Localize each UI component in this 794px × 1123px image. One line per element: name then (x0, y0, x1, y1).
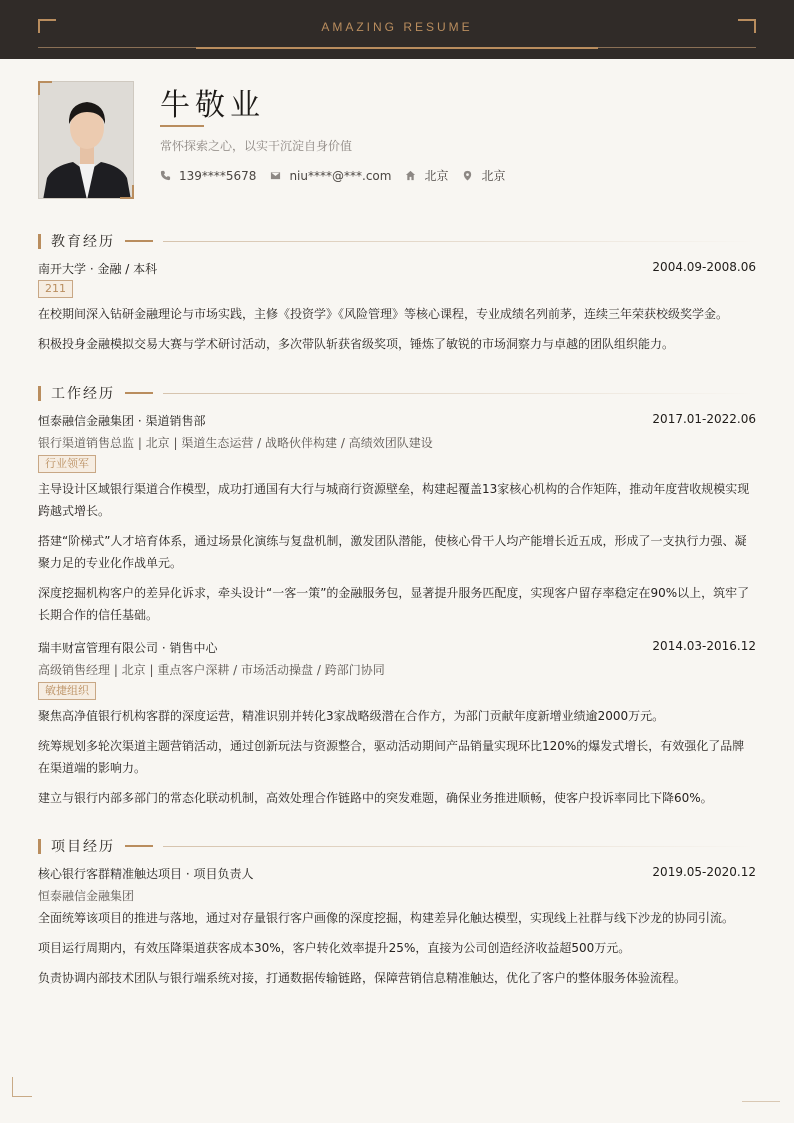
home-icon (405, 170, 416, 181)
location-text: 北京 (481, 169, 506, 183)
education-detail: 积极投身金融模拟交易大赛与学术研讨活动，多次带队斩获省级奖项，锤炼了敏锐的市场洞察力与卓越的团队组织能力。 (38, 337, 675, 351)
education-tag: 211 (38, 280, 73, 298)
project-name: 核心银行客群精准触达项目 · 项目负责人 (38, 867, 254, 881)
mail-icon (270, 170, 281, 181)
job-company: 瑞丰财富管理有限公司 · 销售中心 (38, 641, 218, 655)
job-period: 2017.01-2022.06 (652, 412, 756, 426)
phone-icon (160, 170, 171, 181)
project-entry-header (38, 865, 756, 882)
job-detail: 聚焦高净值银行机构客群的深度运营，精准识别并转化3家战略级潜在合作方，为部门贡献年度新增业绩逾2000万元。 (38, 709, 665, 723)
job-detail: 统筹规划多轮次渠道主题营销活动，通过创新玩法与资源整合，驱动活动期间产品销量实现环比120%的爆发式增长，有效强化了品牌在渠道端的影响力。 (38, 739, 745, 775)
project-detail: 负责协调内部技术团队与银行端系统对接，打通数据传输链路，保障营销信息精准触达，优化了客户的整体服务体验流程。 (38, 971, 687, 985)
candidate-name: 牛敬业 (160, 88, 265, 123)
section-projects-heading (38, 836, 756, 856)
job-entry-header (38, 639, 756, 656)
job-detail: 深度挖掘机构客户的差异化诉求，牵头设计“一客一策”的金融服务包，显著提升服务匹配度，实现客户留存率稳定在90%以上，筑牢了长期合作的信任基础。 (38, 586, 750, 622)
job-detail: 主导设计区域银行渠道合作模型，成功打通国有大行与城商行资源壁垒，构建起覆盖13家核心机构的合作矩阵，推动年度营收规模实现跨越式增长。 (38, 482, 750, 518)
job-tag: 敏捷组织 (38, 682, 96, 700)
hometown-text: 北京 (424, 169, 449, 183)
project-org: 恒泰融信金融集团 (38, 889, 135, 903)
header-bar (0, 0, 794, 59)
email-address: niu****@***.com (289, 168, 392, 183)
location-pin-icon (462, 170, 473, 181)
job-period: 2014.03-2016.12 (652, 639, 756, 653)
contact-hometown (405, 167, 448, 184)
contact-email (270, 169, 391, 183)
section-education-heading (38, 231, 756, 251)
job-entry-header (38, 412, 756, 429)
contact-row (160, 167, 519, 184)
job-role: 高级销售经理 | 北京 | 重点客户深耕 / 市场活动操盘 / 跨部门协同 (38, 663, 385, 677)
corner-ornament (12, 1077, 32, 1097)
job-role: 银行渠道销售总监 | 北京 | 渠道生态运营 / 战略伙伴构建 / 高绩效团队建设 (38, 436, 433, 450)
candidate-motto: 常怀探索之心，以实干沉淀自身价值 (160, 139, 353, 153)
section-title: 工作经历 (51, 386, 115, 402)
job-tag: 行业领军 (38, 455, 96, 473)
education-entry-header (38, 260, 756, 277)
job-detail: 搭建“阶梯式”人才培育体系，通过场景化演练与复盘机制，激发团队潜能，使核心骨干人均产能增长近五成，形成了一支执行力强、凝聚力足的专业化作战单元。 (38, 534, 747, 570)
section-title: 项目经历 (51, 839, 115, 855)
education-period: 2004.09-2008.06 (652, 260, 756, 274)
job-detail: 建立与银行内部多部门的常态化联动机制，高效处理合作链路中的突发难题，确保业务推进顺畅，使客户投诉率同比下降60%。 (38, 791, 713, 805)
header-accent-rule (196, 47, 598, 49)
section-work-heading (38, 383, 756, 403)
photo-frame-accent (120, 185, 134, 199)
name-underline (160, 125, 204, 127)
footer-rule (742, 1101, 780, 1102)
brand-title: AMAZING RESUME (321, 20, 473, 34)
project-detail: 全面统筹该项目的推进与落地，通过对存量银行客户画像的深度挖掘，构建差异化触达模型，实现线上社群与线下沙龙的协同引流。 (38, 911, 735, 925)
project-detail: 项目运行周期内，有效压降渠道获客成本30%，客户转化效率提升25%，直接为公司创造经济收益超500万元。 (38, 941, 631, 955)
profile-photo (38, 81, 134, 199)
contact-location (462, 167, 505, 184)
education-detail: 在校期间深入钻研金融理论与市场实践，主修《投资学》《风险管理》等核心课程，专业成绩名列前茅，连续三年荣获校级奖学金。 (38, 307, 729, 321)
phone-number: 139****5678 (179, 168, 257, 183)
education-school: 南开大学 · 金融 / 本科 (38, 262, 158, 276)
photo-frame-accent (38, 81, 52, 95)
project-period: 2019.05-2020.12 (652, 865, 756, 879)
contact-phone (160, 169, 256, 183)
job-company: 恒泰融信金融集团 · 渠道销售部 (38, 414, 206, 428)
section-title: 教育经历 (51, 234, 115, 250)
